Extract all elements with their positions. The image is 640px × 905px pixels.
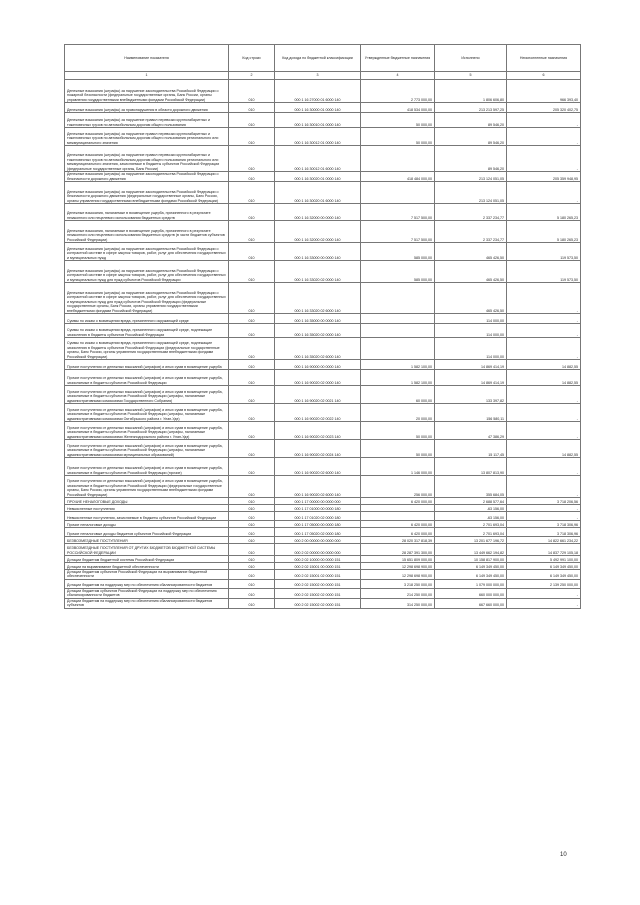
kbk-cell: 000 1 16 30012 01 6000 140 [275,146,361,172]
indicator-name-cell: Суммы по искам о возмещении вреда, причиненного окружающей среде [65,314,229,324]
row-code-cell: 010 [229,544,275,556]
unexecuted-cell: 119 573,50 [507,261,581,283]
table-row [65,243,581,261]
kbk-cell: 000 1 16 35020 02 0000 140 [275,324,361,338]
approved-cell [361,505,435,512]
approved-cell: 2 773 000,00 [361,80,435,103]
approved-cell [361,338,435,360]
approved-cell [361,314,435,324]
table-row [65,422,581,440]
executed-cell: 660 000 000,00 [435,588,507,598]
executed-cell: 89 546,20 [435,128,507,146]
column-index: 2 [229,72,275,80]
indicator-name-cell: Суммы по искам о возмещении вреда, причиненного окружающей среде, подлежащие зачислению в бюджеты субъектов Российской Федерации (федеральные государственные органы, Банк России, органы управления государственными внебюджетными фондами Российской Федерации) [65,338,229,360]
table-row [65,370,581,386]
unexecuted-cell: - [507,458,581,476]
table-row [65,386,581,404]
row-code-cell: 010 [229,458,275,476]
unexecuted-cell: - [507,422,581,440]
table-row [65,338,581,360]
table-header-row [65,45,581,72]
executed-cell: 133 397,82 [435,386,507,404]
table-row [65,579,581,588]
kbk-cell: 000 1 16 30010 01 0000 140 [275,113,361,128]
table-row [65,588,581,598]
approved-cell: 314 250 000,00 [361,598,435,608]
row-code-cell: 010 [229,283,275,314]
executed-cell: 15 117,45 [435,440,507,458]
table-row [65,261,581,283]
approved-cell: 50 000,00 [361,113,435,128]
approved-cell: 418 484 000,00 [361,172,435,182]
approved-cell: 28 020 317 818,39 [361,537,435,544]
unexecuted-cell: - [507,598,581,608]
approved-cell: 60 000,00 [361,386,435,404]
unexecuted-cell: 14 882,55 [507,360,581,370]
unexecuted-cell: 6 149 349 450,00 [507,570,581,580]
executed-cell: 465 426,50 [435,243,507,261]
approved-cell: 1 582 100,00 [361,370,435,386]
unexecuted-cell: - [507,512,581,521]
row-code-cell: 010 [229,146,275,172]
executed-cell: 10 158 817 900,00 [435,556,507,563]
indicator-name-cell: БЕЗВОЗМЕЗДНЫЕ ПОСТУПЛЕНИЯ [65,537,229,544]
executed-cell: 6 149 349 450,00 [435,570,507,580]
row-code-cell: 010 [229,80,275,103]
table-row [65,512,581,521]
table-row [65,324,581,338]
row-code-cell: 010 [229,182,275,204]
indicator-name-cell: Прочие поступления от денежных взысканий (штрафов) и иных сумм в возмещение ущерба, зачисляемые в бюджеты субъектов Российской Федерации (штрафы, налагаемые административными комиссиями Октябрьского района г. Улан-Удэ) [65,404,229,422]
indicator-name-cell: ПРОЧИЕ НЕНАЛОГОВЫЕ ДОХОДЫ [65,498,229,505]
row-code-cell: 010 [229,537,275,544]
table-row [65,314,581,324]
row-code-cell: 010 [229,261,275,283]
executed-cell: 1 806 606,80 [435,80,507,103]
unexecuted-cell: 14 882,55 [507,370,581,386]
row-code-cell: 010 [229,314,275,324]
kbk-cell: 000 2 02 15001 02 0000 151 [275,570,361,580]
approved-cell [361,324,435,338]
approved-cell: 7 517 500,00 [361,221,435,243]
kbk-cell: 000 1 16 30012 01 0000 140 [275,128,361,146]
kbk-cell: 000 1 16 90020 02 0021 140 [275,386,361,404]
indicator-name-cell: Прочие поступления от денежных взысканий (штрафов) и иных сумм в возмещение ущерба, зачисляемые в бюджеты субъектов Российской Федерации (штрафы, налагаемые административными комиссиями Государственного Собрания) [65,386,229,404]
row-code-cell: 010 [229,556,275,563]
indicator-name-cell: Денежные взыскания (штрафы) за нарушение законодательства Российской Федерации о пожарной безопасности (федеральные государственные органы, Банк России, органы управления государственными внебюджетными фондами Российской Федерации) [65,80,229,103]
table-row [65,563,581,570]
column-index: 4 [361,72,435,80]
approved-cell: 418 534 000,00 [361,103,435,113]
approved-cell: 20 000,00 [361,404,435,422]
row-code-cell: 010 [229,221,275,243]
kbk-cell: 000 2 02 00000 00 0000 000 [275,544,361,556]
unexecuted-cell: 205 320 402,75 [507,103,581,113]
indicator-name-cell: Прочие поступления от денежных взысканий (штрафов) и иных сумм в возмещение ущерба, зачисляемые в бюджеты субъектов Российской Федерации [65,370,229,386]
header-kbk: Код дохода по бюджетной классификации [275,45,361,72]
row-code-cell: 010 [229,324,275,338]
row-code-cell: 010 [229,505,275,512]
approved-cell: 7 517 500,00 [361,204,435,221]
column-index: 5 [435,72,507,80]
table-row [65,476,581,498]
indicator-name-cell: Прочие неналоговые доходы [65,521,229,528]
executed-cell: 465 426,50 [435,261,507,283]
approved-cell: 256 000,00 [361,476,435,498]
kbk-cell: 000 1 16 90020 02 6000 140 [275,458,361,476]
executed-cell: 47 386,29 [435,422,507,440]
approved-cell [361,182,435,204]
kbk-cell: 000 1 16 35000 00 0000 140 [275,314,361,324]
row-code-cell: 010 [229,598,275,608]
executed-cell: 213 124 051,05 [435,172,507,182]
kbk-cell: 000 1 16 35020 02 6000 140 [275,338,361,360]
executed-cell: 2 337 234,77 [435,204,507,221]
row-code-cell: 010 [229,528,275,537]
indicator-name-cell: Прочие поступления от денежных взысканий (штрафов) и иных сумм в возмещение ущерба [65,360,229,370]
approved-cell: 28 287 391 300,00 [361,544,435,556]
kbk-cell: 000 2 02 15002 00 0000 151 [275,579,361,588]
row-code-cell: 010 [229,579,275,588]
approved-cell [361,512,435,521]
approved-cell: 50 000,00 [361,422,435,440]
kbk-cell: 000 1 16 32000 02 0000 140 [275,221,361,243]
indicator-name-cell: Дотации на выравнивание бюджетной обеспеченности [65,563,229,570]
executed-cell: 355 684,05 [435,476,507,498]
revenue-table [64,44,581,609]
kbk-cell: 000 1 16 33020 02 0000 140 [275,261,361,283]
table-row [65,221,581,243]
table-row [65,498,581,505]
table-row [65,182,581,204]
table-row [65,172,581,182]
indicator-name-cell: Дотации бюджетам бюджетной системы Российской Федерации [65,556,229,563]
executed-cell: 89 546,20 [435,146,507,172]
approved-cell: 6 420 000,00 [361,528,435,537]
executed-cell: 2 688 577,64 [435,498,507,505]
column-index: 6 [507,72,581,80]
kbk-cell: 000 1 16 30000 01 0000 140 [275,103,361,113]
row-code-cell: 010 [229,422,275,440]
header-executed: Исполнено [435,45,507,72]
kbk-cell: 000 1 17 01020 02 0000 180 [275,512,361,521]
indicator-name-cell: Денежные взыскания (штрафы) за нарушение законодательства Российской Федерации о безопасности дорожного движения (федеральные государственные органы, Банк России, органы управления государственными внебюджетными фондами Российской Федерации) [65,182,229,204]
indicator-name-cell: Денежные взыскания (штрафы) за правонарушения в области дорожного движения [65,103,229,113]
row-code-cell: 010 [229,404,275,422]
indicator-name-cell: Дотации бюджетам на поддержку мер по обеспечению сбалансированности бюджетов субъектов [65,598,229,608]
unexecuted-cell: 966 393,40 [507,80,581,103]
indicator-name-cell: Прочие поступления от денежных взысканий (штрафов) и иных сумм в возмещение ущерба, зачисляемые в бюджеты субъектов Российской Федерации (штрафы, налагаемые административными комиссиями Железнодорожного района г. Улан-Удэ) [65,422,229,440]
unexecuted-cell: 5 180 265,23 [507,221,581,243]
approved-cell: 50 000,00 [361,440,435,458]
approved-cell: 50 000,00 [361,128,435,146]
approved-cell: 214 250 000,00 [361,588,435,598]
indicator-name-cell: Денежные взыскания (штрафы) за нарушение законодательства Российской Федерации о контрактной системе в сфере закупок товаров, работ, услуг для обеспечения государственных и муниципальных нужд для нужд субъектов Российской Федерации (федеральные государственные органы, Банк России, органы управления государственными внебюджетными фондами Российской Федерации) [65,283,229,314]
row-code-cell: 010 [229,570,275,580]
row-code-cell: 010 [229,243,275,261]
header-approved: Утвержденные бюджетные назначения [361,45,435,72]
row-code-cell: 010 [229,498,275,505]
row-code-cell: 010 [229,103,275,113]
kbk-cell: 000 1 17 05020 02 0000 180 [275,528,361,537]
unexecuted-cell: 5 492 991 100,00 [507,556,581,563]
executed-cell: 114 000,00 [435,338,507,360]
kbk-cell: 000 1 16 30020 01 0000 140 [275,172,361,182]
row-code-cell: 010 [229,113,275,128]
indicator-name-cell: Невыясненные поступления, зачисляемые в бюджеты субъектов Российской Федерации [65,512,229,521]
row-code-cell: 010 [229,440,275,458]
table-row [65,404,581,422]
unexecuted-cell: 14 837 729 105,18 [507,544,581,556]
indicator-name-cell: Невыясненные поступления [65,505,229,512]
table-row [65,537,581,544]
indicator-name-cell: Прочие поступления от денежных взысканий (штрафов) и иных сумм в возмещение ущерба, зачисляемые в бюджеты субъектов Российской Федерации (штрафы, налагаемые административными комиссиями муниципальных образований) [65,440,229,458]
report-sheet [64,44,580,609]
approved-cell: 1 146 000,00 [361,458,435,476]
table-row [65,521,581,528]
kbk-cell: 000 2 02 15001 00 0000 151 [275,563,361,570]
row-code-cell: 010 [229,370,275,386]
executed-cell: 2 701 693,04 [435,521,507,528]
kbk-cell: 000 1 16 33020 02 6000 140 [275,283,361,314]
executed-cell: 114 000,00 [435,324,507,338]
table-row [65,146,581,172]
unexecuted-cell: - [507,283,581,314]
unexecuted-cell: 14 822 661 234,22 [507,537,581,544]
table-row [65,505,581,512]
unexecuted-cell: 205 359 948,95 [507,172,581,182]
indicator-name-cell: Дотации бюджетам субъектов Российской Федерации на поддержку мер по обеспечению сбалансированности бюджетов [65,588,229,598]
kbk-cell: 000 1 16 90020 02 0022 140 [275,404,361,422]
row-code-cell: 010 [229,588,275,598]
executed-cell: 2 701 693,04 [435,528,507,537]
kbk-cell: 000 2 02 10000 00 0000 151 [275,556,361,563]
indicator-name-cell: БЕЗВОЗМЕЗДНЫЕ ПОСТУПЛЕНИЯ ОТ ДРУГИХ БЮДЖЕТОВ БЮДЖЕТНОЙ СИСТЕМЫ РОССИЙСКОЙ ФЕДЕРАЦИИ [65,544,229,556]
approved-cell: 585 000,00 [361,261,435,283]
unexecuted-cell: 2 139 250 000,00 [507,579,581,588]
unexecuted-cell: - [507,324,581,338]
indicator-name-cell: Денежные взыскания (штрафы) за нарушение правил перевозки крупногабаритных и тяжеловесных грузов по автомобильным дорогам общего пользования [65,113,229,128]
indicator-name-cell: Прочие поступления от денежных взысканий (штрафов) и иных сумм в возмещение ущерба, зачисляемые в бюджеты субъектов Российской Федерации (прочие) [65,458,229,476]
header-row-code: Код строки [229,45,275,72]
unexecuted-cell: - [507,146,581,172]
unexecuted-cell: - [507,588,581,598]
indicator-name-cell: Суммы по искам о возмещении вреда, причиненного окружающей среде, подлежащие зачислению в бюджеты субъектов Российской Федерации [65,324,229,338]
unexecuted-cell: - [507,505,581,512]
row-code-cell: 010 [229,204,275,221]
kbk-cell: 000 1 16 90000 00 0000 140 [275,360,361,370]
approved-cell: 3 218 250 000,00 [361,579,435,588]
row-code-cell: 010 [229,128,275,146]
approved-cell: 1 582 100,00 [361,360,435,370]
approved-cell: 6 420 000,00 [361,498,435,505]
table-row [65,598,581,608]
approved-cell: 12 298 698 900,00 [361,570,435,580]
table-body [65,80,581,609]
executed-cell: 89 546,20 [435,113,507,128]
column-index-row [65,72,581,80]
kbk-cell: 000 2 02 15002 02 0000 151 [275,588,361,598]
header-indicator-name: Наименование показателя [65,45,229,72]
approved-cell: 585 000,00 [361,243,435,261]
table-row [65,283,581,314]
header-unexecuted: Неисполненные назначения [507,45,581,72]
row-code-cell: 010 [229,476,275,498]
unexecuted-cell: - [507,128,581,146]
indicator-name-cell: Прочие неналоговые доходы бюджетов субъектов Российской Федерации [65,528,229,537]
unexecuted-cell: - [507,314,581,324]
indicator-name-cell: Дотации бюджетам на поддержку мер по обеспечению сбалансированности бюджетов [65,579,229,588]
indicator-name-cell: Денежные взыскания (штрафы) за нарушение законодательства Российской Федерации о безопасности дорожного движения [65,172,229,182]
executed-cell: -63 156,00 [435,512,507,521]
kbk-cell: 000 1 16 32000 00 0000 140 [275,204,361,221]
kbk-cell: 000 2 00 00000 00 0000 000 [275,537,361,544]
table-row [65,528,581,537]
unexecuted-cell: - [507,476,581,498]
kbk-cell: 000 1 16 33000 00 0000 140 [275,243,361,261]
indicator-name-cell: Прочие поступления от денежных взысканий (штрафов) и иных сумм в возмещение ущерба, зачисляемые в бюджеты субъектов Российской Федерации (федеральные государственные органы, Банк России, органы управления государственными внебюджетными фондами Российской Федерации) [65,476,229,498]
table-row [65,440,581,458]
kbk-cell: 000 1 17 01000 00 0000 180 [275,505,361,512]
executed-cell: 465 426,50 [435,283,507,314]
unexecuted-cell: 5 180 265,23 [507,204,581,221]
unexecuted-cell: 3 718 306,96 [507,528,581,537]
row-code-cell: 010 [229,386,275,404]
row-code-cell: 010 [229,512,275,521]
unexecuted-cell: 3 718 206,56 [507,498,581,505]
unexecuted-cell: 6 149 349 450,00 [507,563,581,570]
table-row [65,544,581,556]
kbk-cell: 000 1 17 00000 00 0000 000 [275,498,361,505]
unexecuted-cell: 119 573,50 [507,243,581,261]
column-index: 1 [65,72,229,80]
kbk-cell: 000 1 16 27000 01 6000 140 [275,80,361,103]
table-row [65,360,581,370]
kbk-cell: 000 2 02 15002 02 0000 151 [275,598,361,608]
approved-cell: 6 420 000,00 [361,521,435,528]
indicator-name-cell: Денежные взыскания (штрафы) за нарушение правил перевозки крупногабаритных и тяжеловесных грузов по автомобильным дорогам общего пользования регионального или межмуниципального значения, зачисляемые в бюджеты субъектов Российской Федерации (федеральные государственные органы, Банк России) [65,146,229,172]
table-row [65,204,581,221]
unexecuted-cell: - [507,404,581,422]
executed-cell: 2 337 234,77 [435,221,507,243]
approved-cell [361,283,435,314]
executed-cell: 13 201 677 196,72 [435,537,507,544]
kbk-cell: 000 1 16 30020 01 6000 140 [275,182,361,204]
executed-cell: 13 807 813,90 [435,458,507,476]
approved-cell [361,146,435,172]
unexecuted-cell: - [507,182,581,204]
executed-cell: 213 124 051,05 [435,182,507,204]
approved-cell: 15 651 809 000,00 [361,556,435,563]
executed-cell: 13 449 662 194,82 [435,544,507,556]
executed-cell: 156 580,11 [435,404,507,422]
executed-cell: 14 869 414,19 [435,370,507,386]
kbk-cell: 000 1 16 90020 02 0023 140 [275,422,361,440]
unexecuted-cell: - [507,386,581,404]
table-row [65,113,581,128]
table-row [65,458,581,476]
kbk-cell: 000 1 16 90020 02 6000 140 [275,476,361,498]
row-code-cell: 010 [229,360,275,370]
table-row [65,128,581,146]
kbk-cell: 000 1 16 90020 02 0000 140 [275,370,361,386]
column-index: 3 [275,72,361,80]
kbk-cell: 000 1 16 90020 02 0024 140 [275,440,361,458]
approved-cell: 12 298 698 900,00 [361,563,435,570]
executed-cell: 14 869 414,19 [435,360,507,370]
kbk-cell: 000 1 17 05000 00 0000 180 [275,521,361,528]
executed-cell: 667 660 000,00 [435,598,507,608]
unexecuted-cell: 14 882,55 [507,440,581,458]
table-row [65,80,581,103]
executed-cell: -63 156,00 [435,505,507,512]
page-number: 10 [560,852,567,858]
executed-cell: 213 213 597,25 [435,103,507,113]
row-code-cell: 010 [229,521,275,528]
indicator-name-cell: Денежные взыскания, налагаемые в возмещение ущерба, причиненного в результате незаконного или нецелевого использования бюджетных средств (в части бюджетов субъектов Российской Федерации) [65,221,229,243]
table-row [65,570,581,580]
indicator-name-cell: Денежные взыскания (штрафы) за нарушение правил перевозки крупногабаритных и тяжеловесных грузов по автомобильным дорогам общего пользования регионального или межмуниципального значения [65,128,229,146]
unexecuted-cell: - [507,113,581,128]
indicator-name-cell: Денежные взыскания (штрафы) за нарушение законодательства Российской Федерации о контрактной системе в сфере закупок товаров, работ, услуг для обеспечения государственных и муниципальных нужд для нужд субъектов Российской Федерации [65,261,229,283]
indicator-name-cell: Дотации бюджетам субъектов Российской Федерации на выравнивание бюджетной обеспеченности [65,570,229,580]
executed-cell: 114 000,00 [435,314,507,324]
row-code-cell: 010 [229,338,275,360]
indicator-name-cell: Денежные взыскания (штрафы) за нарушение законодательства Российской Федерации о контрактной системе в сфере закупок товаров, работ, услуг для обеспечения государственных и муниципальных нужд [65,243,229,261]
table-row [65,103,581,113]
unexecuted-cell: - [507,338,581,360]
row-code-cell: 010 [229,563,275,570]
indicator-name-cell: Денежные взыскания, налагаемые в возмещение ущерба, причиненного в результате незаконного или нецелевого использования бюджетных средств [65,204,229,221]
unexecuted-cell: 3 718 306,96 [507,521,581,528]
row-code-cell: 010 [229,172,275,182]
executed-cell: 6 149 349 450,00 [435,563,507,570]
table-row [65,556,581,563]
executed-cell: 1 079 000 000,00 [435,579,507,588]
